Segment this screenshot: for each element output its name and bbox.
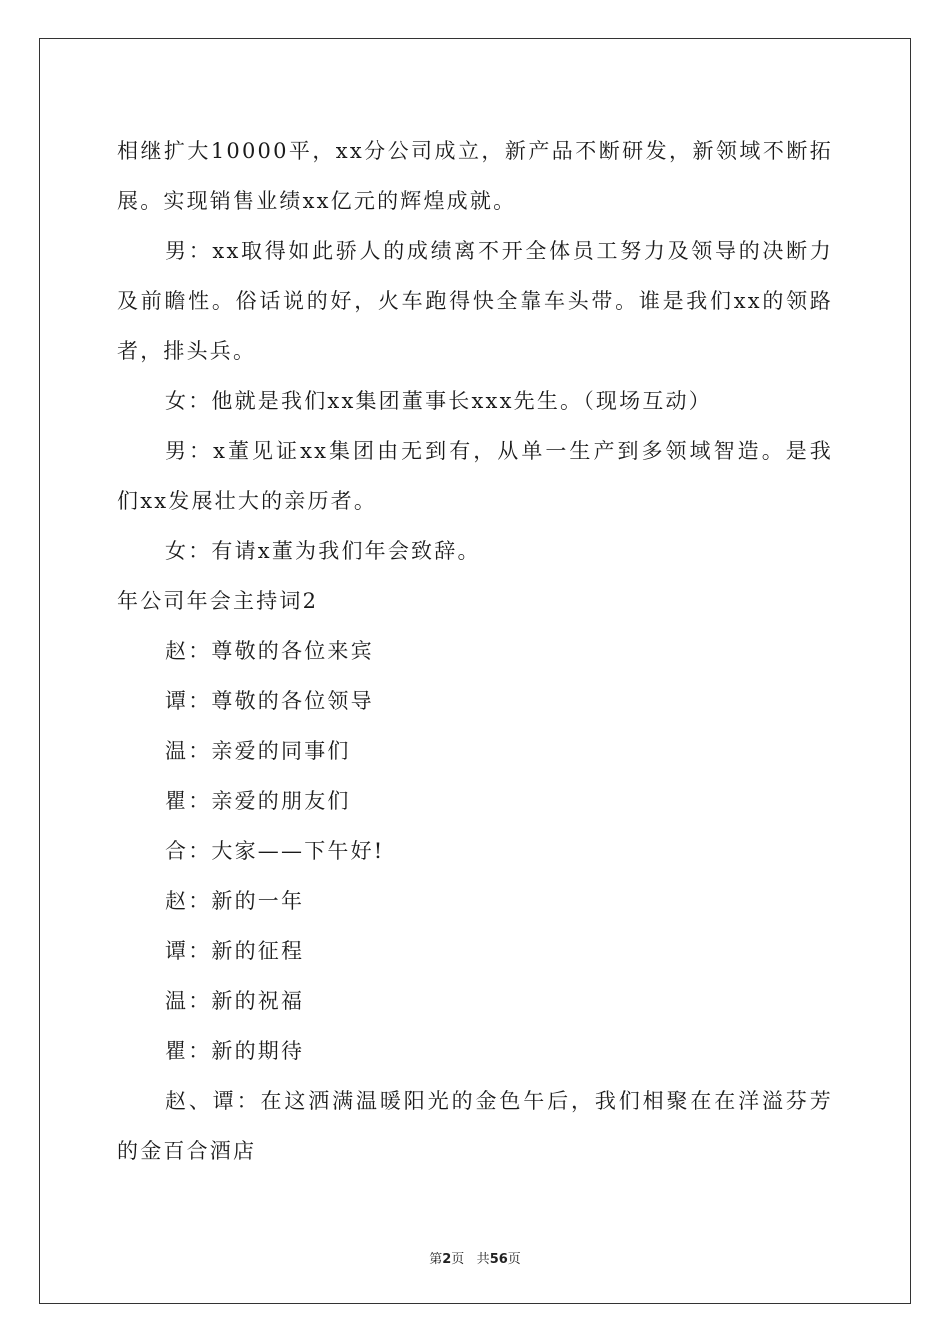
section-heading: 年公司年会主持词2 [117, 589, 319, 613]
page-prefix: 第 [429, 1252, 443, 1267]
dialogue-line: 谭：尊敬的各位领导 [165, 689, 374, 713]
paragraph-3: 女：他就是我们xx集团董事长xxx先生。（现场互动） [165, 389, 712, 413]
total-pages: 56 [489, 1252, 508, 1267]
dialogue-line: 瞿：新的期待 [165, 1039, 305, 1063]
dialogue-line: 赵、谭：在这洒满温暖阳光的金色午后，我们相聚在在洋溢芬芳的金百合酒店 [117, 1089, 833, 1163]
paragraph-5: 女：有请x董为我们年会致辞。 [165, 539, 481, 563]
page-suffix: 页 [451, 1252, 465, 1267]
dialogue-line: 合：大家——下午好! [165, 839, 385, 863]
dialogue-line: 瞿：亲爱的朋友们 [165, 789, 351, 813]
dialogue-line: 温：亲爱的同事们 [165, 739, 351, 763]
paragraph-1: 相继扩大10000平，xx分公司成立，新产品不断研发，新领域不断拓展。实现销售业绩xx亿元的辉煌成就。 [117, 139, 833, 213]
page-number: 2 [442, 1252, 452, 1267]
dialogue-line: 赵：尊敬的各位来宾 [165, 639, 374, 663]
total-suffix: 页 [507, 1252, 521, 1267]
dialogue-line: 赵：新的一年 [165, 889, 305, 913]
paragraph-4: 男：x董见证xx集团由无到有，从单一生产到多领域智造。是我们xx发展壮大的亲历者。 [117, 439, 833, 513]
dialogue-line: 温：新的祝福 [165, 989, 305, 1013]
document-body [117, 126, 833, 1176]
total-prefix: 共 [476, 1252, 490, 1267]
paragraph-2: 男：xx取得如此骄人的成绩离不开全体员工努力及领导的决断力及前瞻性。俗话说的好，火车跑得快全靠车头带。谁是我们xx的领路者，排头兵。 [117, 239, 833, 363]
page-footer [0, 1248, 950, 1267]
dialogue-line: 谭：新的征程 [165, 939, 305, 963]
